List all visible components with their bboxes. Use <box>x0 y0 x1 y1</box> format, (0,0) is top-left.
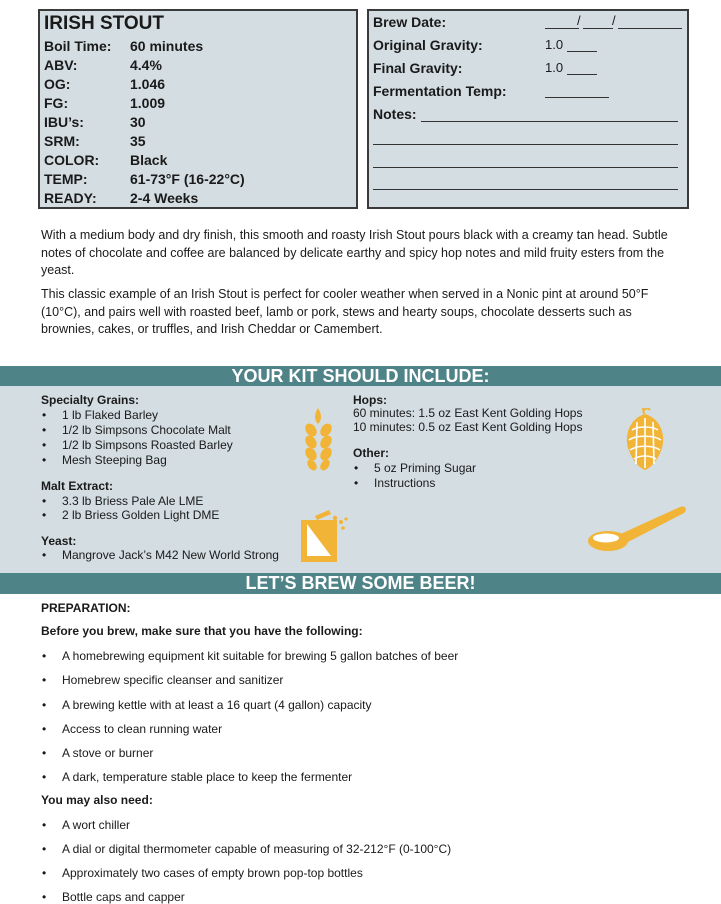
og-field[interactable] <box>567 51 597 52</box>
spoon-icon <box>586 503 688 553</box>
spec-row: ABV: 4.4% <box>44 57 162 73</box>
hop-cone-icon <box>624 408 666 470</box>
preparation-title: PREPARATION: <box>41 601 131 615</box>
list-item: • 1/2 lb Simpsons Chocolate Malt <box>42 423 231 437</box>
list-item: • Homebrew specific cleanser and sanitizer <box>42 673 284 687</box>
description-paragraph: This classic example of an Irish Stout is perfect for cooler weather when served in a Nonic pint at around 50°F (10°C), and pairs well with roasted beef, lamb or pork, stews and hearty soups, chocolate desserts such as brownies, cakes, or truffles, and Irish Cheddar or Camembert. <box>41 287 649 336</box>
list-item: • 1 lb Flaked Barley <box>42 408 159 422</box>
brew-header: LET’S BREW SOME BEER! <box>0 573 721 594</box>
list-item: • Approximately two cases of empty brown pop-top bottles <box>42 866 363 880</box>
date-slash: / <box>577 13 581 28</box>
fg-field[interactable] <box>567 74 597 75</box>
hop-addition: 60 minutes: 1.5 oz East Kent Golding Hops <box>353 406 583 420</box>
date-slash: / <box>612 13 616 28</box>
list-item: • Mesh Steeping Bag <box>42 453 167 467</box>
og-label: Original Gravity: <box>373 37 483 53</box>
list-item: • A brewing kettle with at least a 16 quart (4 gallon) capacity <box>42 698 372 712</box>
list-item: • Access to clean running water <box>42 722 223 736</box>
hops-title: Hops: <box>353 393 387 407</box>
list-item: • Bottle caps and capper <box>42 890 185 904</box>
ferm-temp-label: Fermentation Temp: <box>373 83 507 99</box>
brew-date-field[interactable] <box>545 28 579 29</box>
list-item: • A wort chiller <box>42 818 131 832</box>
wheat-icon <box>302 408 336 474</box>
list-item: • Mangrove Jack’s M42 New World Strong <box>42 548 279 562</box>
recipe-title: IRISH STOUT <box>44 13 164 34</box>
malt-extract-icon <box>299 510 351 562</box>
before-you-brew-title: Before you brew, make sure that you have the following: <box>41 624 363 638</box>
notes-line[interactable] <box>373 189 678 190</box>
spec-row: COLOR: Black <box>44 152 168 168</box>
brew-log-box <box>367 9 689 209</box>
brew-date-field[interactable] <box>583 28 613 29</box>
kit-contents-panel <box>0 386 721 573</box>
spec-row: IBU’s: 30 <box>44 114 146 130</box>
og-prefix: 1.0 <box>545 37 564 52</box>
list-item: • A dial or digital thermometer capable of measuring of 32-212°F (0-100°C) <box>42 842 452 856</box>
list-item: • A dark, temperature stable place to keep the fermenter <box>42 770 353 784</box>
spec-row: FG: 1.009 <box>44 95 166 111</box>
recipe-specs-box <box>38 9 358 209</box>
list-item: • A stove or burner <box>42 746 154 760</box>
spec-row: TEMP: 61-73°F (16-22°C) <box>44 171 245 187</box>
list-item: • 1/2 lb Simpsons Roasted Barley <box>42 438 233 452</box>
notes-line[interactable] <box>421 121 678 122</box>
brew-date-field[interactable] <box>618 28 682 29</box>
list-item: • 3.3 lb Briess Pale Ale LME <box>42 494 204 508</box>
brew-date-label: Brew Date: <box>373 14 447 30</box>
spec-row: SRM: 35 <box>44 133 146 149</box>
may-need-title: You may also need: <box>41 793 153 807</box>
spec-row: Boil Time: 60 minutes <box>44 38 204 54</box>
spec-row: READY: 2-4 Weeks <box>44 190 199 206</box>
list-item: • A homebrewing equipment kit suitable for brewing 5 gallon batches of beer <box>42 649 459 663</box>
description-paragraph: With a medium body and dry finish, this smooth and roasty Irish Stout pours black with a creamy tan head. Subtle notes of chocolate and coffee are balanced by delicate earthy and spicy hop notes and mild fruity esters from the yeast. <box>41 228 668 277</box>
ferm-temp-field[interactable] <box>545 97 609 98</box>
hop-addition: 10 minutes: 0.5 oz East Kent Golding Hops <box>353 420 583 434</box>
extract-title: Malt Extract: <box>41 479 114 493</box>
spec-row: OG: 1.046 <box>44 76 166 92</box>
yeast-title: Yeast: <box>41 534 77 548</box>
notes-line[interactable] <box>373 144 678 145</box>
kit-header: YOUR KIT SHOULD INCLUDE: <box>0 366 721 387</box>
notes-label: Notes: <box>373 106 417 122</box>
list-item: • 2 lb Briess Golden Light DME <box>42 508 220 522</box>
list-item: • 5 oz Priming Sugar <box>354 461 477 475</box>
other-title: Other: <box>353 446 389 460</box>
fg-label: Final Gravity: <box>373 60 463 76</box>
fg-prefix: 1.0 <box>545 60 564 75</box>
notes-line[interactable] <box>373 167 678 168</box>
list-item: • Instructions <box>354 476 436 490</box>
grains-title: Specialty Grains: <box>41 393 140 407</box>
